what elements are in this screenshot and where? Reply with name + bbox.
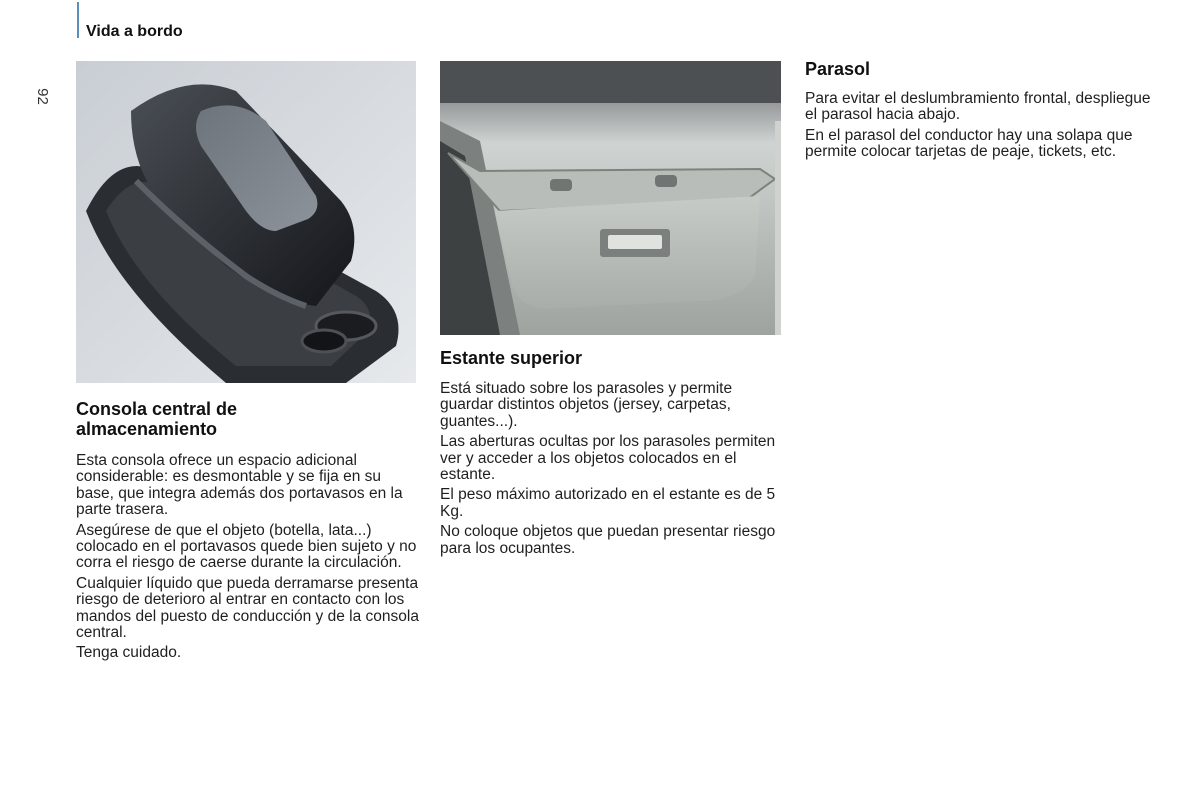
overhead-shelf-icon [440,61,781,335]
page-number: 92 [33,88,51,105]
center-console-icon [76,61,416,383]
console-paragraph-3: Cualquier líquido que pueda derramarse presenta riesgo de deterioro al entrar en contacto con los mandos del puesto de conducción y de la consola central. [76,574,419,642]
header-rule [77,2,79,38]
sunvisor-paragraph-1: Para evitar el deslumbramiento frontal, despliegue el parasol hacia abajo. [805,90,1151,124]
shelf-paragraph-2: Las aberturas ocultas por los parasoles permiten ver y acceder a los objetos colocados en el estante. [440,433,776,484]
console-paragraph-2: Asegúrese de que el objeto (botella, lata...) colocado en el portavasos quede bien sujeto y no corra el riesgo de caerse durante la circulación. [76,521,417,572]
console-illustration [76,61,416,383]
console-section [76,399,421,662]
sunvisor-paragraph-2: En el parasol del conductor hay una solapa que permite colocar tarjetas de peaje, tickets, etc. [805,126,1133,161]
shelf-paragraph-4: No coloque objetos que puedan presentar riesgo para los ocupantes. [440,523,776,557]
console-paragraph-1: Esta consola ofrece un espacio adicional considerable: es desmontable y se fija en su base, que integra además dos portavasos en la parte trasera. [76,452,403,519]
console-title [76,399,421,439]
sunvisor-title: Parasol [805,59,871,79]
section-title: Vida a bordo [86,23,183,40]
console-paragraph-4: Tenga cuidado. [76,644,182,662]
console-title-line1: Consola central de [76,399,238,419]
shelf-section [440,348,785,557]
console-title-line2: almacenamiento [76,419,218,439]
sunvisor-section [805,59,1155,161]
shelf-illustration [440,61,781,335]
shelf-title: Estante superior [440,348,583,368]
shelf-paragraph-3: El peso máximo autorizado en el estante es de 5 Kg. [440,486,776,520]
shelf-paragraph-1: Está situado sobre los parasoles y permite guardar distintos objetos (jersey, carpetas, guantes...). [440,380,733,430]
